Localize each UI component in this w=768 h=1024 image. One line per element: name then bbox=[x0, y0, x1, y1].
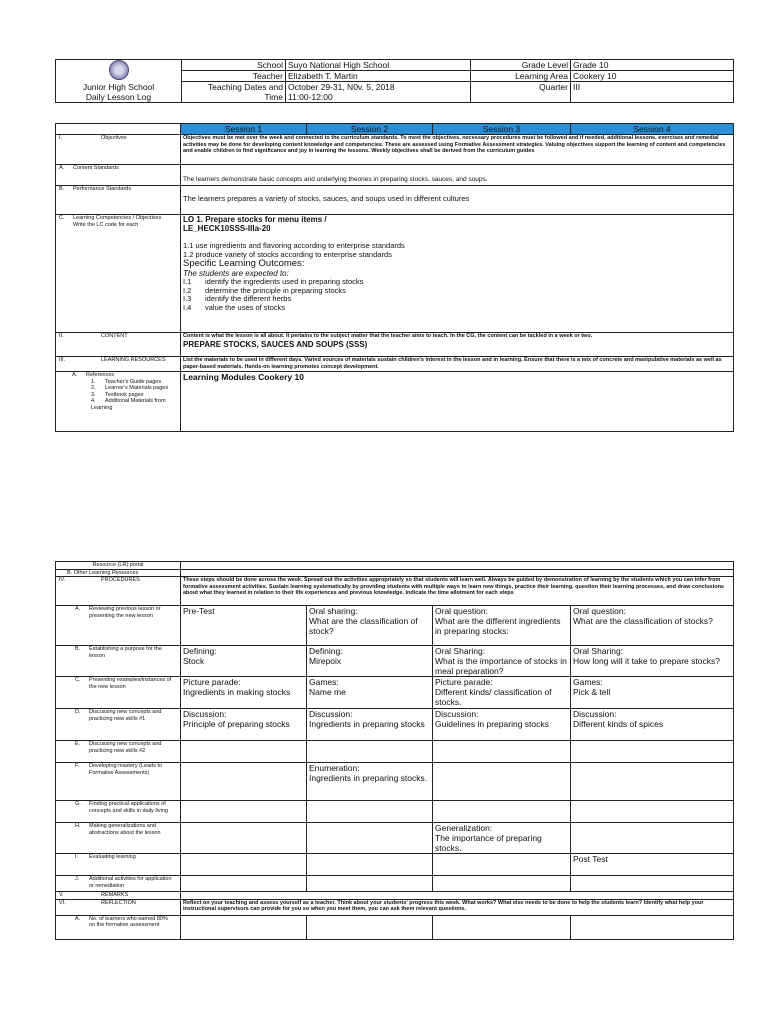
content-cell bbox=[181, 333, 734, 357]
session-2-activity bbox=[307, 741, 433, 763]
resources-text: List the materials to be used in different days. Varied sources of materials sustain children's interest in the lesson and in learning. Ensure that there is a mix of concrete and manipulative materials as well as paper-based materials. Hands-on learning promotes concept development. bbox=[181, 357, 734, 372]
slo-intro: The students are expected to: bbox=[183, 269, 289, 278]
school-logo-cell bbox=[56, 60, 182, 103]
grade-value: Grade 10 bbox=[571, 60, 734, 71]
grade-label: Grade Level bbox=[471, 60, 571, 71]
content-standards-text: The learners demonstrate basic concepts and underlying theories in preparing stocks, sauces, and soups. bbox=[183, 175, 488, 183]
content-text: PREPARE STOCKS, SAUCES AND SOUPS (SSS) bbox=[183, 339, 368, 349]
session-2-header: Session 2 bbox=[307, 124, 433, 135]
session-2-activity bbox=[307, 854, 433, 876]
session-2-activity: Games: Name me bbox=[307, 677, 433, 709]
objectives-table bbox=[55, 123, 734, 432]
procedure-step-label: E. Discussing new concepts and practicing new skills #2 bbox=[56, 741, 181, 763]
log-title: Daily Lesson Log bbox=[85, 92, 152, 102]
session-2-activity: Defining: Mirepoix bbox=[307, 646, 433, 677]
procedure-step-label: F. Developing mastery (Leads to Formative Assessments) bbox=[56, 763, 181, 801]
session-3-activity bbox=[433, 876, 571, 892]
reflection-text: Reflect on your teaching and assess yourself as a teacher. Think about your students' progress this week. What works? What else needs to be done to help the students learn? Identify what help your instructional supervisors can provide for you so when you meet them, you can ask them relevant questions. bbox=[181, 899, 734, 915]
session-2-activity bbox=[307, 823, 433, 854]
resources-label: III. LEARNING RESOURCES bbox=[56, 357, 181, 372]
session-4-header: Session 4 bbox=[571, 124, 734, 135]
session-4-activity bbox=[571, 876, 734, 892]
session-3-activity: Oral question: What are the different ingredients in preparing stocks: bbox=[433, 606, 571, 646]
procedure-row bbox=[56, 677, 734, 709]
procedure-step-label: G. Finding practical applications of concepts and skills in daily living bbox=[56, 801, 181, 823]
procedure-step-label: I. Evaluating learning bbox=[56, 854, 181, 876]
performance-standards-label: B. Performance Standards bbox=[56, 186, 181, 215]
competencies-label: C. Learning Competencies / Objectives Write the LC code for each bbox=[56, 215, 181, 333]
school-value: Suyo National High School bbox=[286, 60, 471, 71]
session-1-activity: Defining: Stock bbox=[181, 646, 307, 677]
procedure-row bbox=[56, 823, 734, 854]
lo-title: LO 1. Prepare stocks for menu items / bbox=[183, 215, 327, 224]
reflection-label: VI. REFLECTION bbox=[56, 899, 181, 915]
area-value: Cookery 10 bbox=[571, 71, 734, 82]
procedure-step-label: A. Reviewing previous lesson or presenting the new lesson bbox=[56, 606, 181, 646]
session-3-activity: Discussion: Guidelines in preparing stocks bbox=[433, 709, 571, 741]
slo-title: Specific Learning Outcomes: bbox=[183, 258, 305, 269]
school-label: School bbox=[182, 60, 286, 71]
session-1-activity bbox=[181, 823, 307, 854]
lr-portal-label: Resource (LR) portal bbox=[56, 562, 181, 570]
school-title: Junior High School bbox=[82, 82, 155, 92]
slo-item: I.2 determine the principle in preparing stocks bbox=[183, 285, 346, 295]
content-label: II. CONTENT bbox=[56, 333, 181, 357]
session-2-activity: Discussion: Ingredients in preparing stocks bbox=[307, 709, 433, 741]
procedure-row bbox=[56, 709, 734, 741]
session-1-activity bbox=[181, 801, 307, 823]
session-1-activity bbox=[181, 741, 307, 763]
session-4-activity: Post Test bbox=[571, 854, 734, 876]
performance-standards-text: The learners prepares a variety of stocks, sauces, and soups used in different cultures bbox=[183, 194, 470, 204]
competencies-content bbox=[181, 215, 734, 333]
procedure-row bbox=[56, 876, 734, 892]
dates-value: October 29-31, N0v. 5, 2018 11:00-12:00 bbox=[286, 82, 471, 103]
session-1-activity: Discussion: Principle of preparing stocks bbox=[181, 709, 307, 741]
session-2-activity bbox=[307, 876, 433, 892]
remarks-label: V. REMARKS bbox=[56, 892, 181, 900]
session-1-activity: Pre-Test bbox=[181, 606, 307, 646]
procedure-step-label: B. Establishing a purpose for the lesson bbox=[56, 646, 181, 677]
session-4-activity: Oral Sharing: How long will it take to prepare stocks? bbox=[571, 646, 734, 677]
procedure-row bbox=[56, 606, 734, 646]
quarter-value: III bbox=[571, 82, 734, 103]
procedure-step-label: H. Making generalizations and abstractions about the lesson bbox=[56, 823, 181, 854]
session-3-activity bbox=[433, 763, 571, 801]
procedure-row bbox=[56, 646, 734, 677]
session-4-activity bbox=[571, 801, 734, 823]
procedure-row bbox=[56, 801, 734, 823]
session-4-activity: Games: Pick & tell bbox=[571, 677, 734, 709]
teacher-value: Elizabeth T. Martin bbox=[286, 71, 471, 82]
session-3-activity bbox=[433, 741, 571, 763]
deped-seal-icon bbox=[109, 60, 129, 80]
procedure-row bbox=[56, 741, 734, 763]
teacher-label: Teacher bbox=[182, 71, 286, 82]
session-3-activity: Generalization: The importance of preparing stocks. bbox=[433, 823, 571, 854]
session-1-header: Session 1 bbox=[181, 124, 307, 135]
session-4-activity bbox=[571, 763, 734, 801]
objectives-text: Objectives must be met over the week and connected to the curriculum standards. To meet the objectives, necessary procedures must be followed and if needed, additional lessons, exercises and remedial activities may be done for developing content knowledge and competencies. These are assessed using Formative Assessment strategies. Valuing objectives support the learning of content and competencies and enable children to find significance and joy in learning the lessons. Weekly objectives shall be derived from the curriculum guides bbox=[181, 135, 734, 165]
session-3-activity bbox=[433, 801, 571, 823]
objectives-label: I. Objectives bbox=[56, 135, 181, 165]
procedures-table bbox=[55, 561, 734, 940]
session-1-activity: Picture parade: Ingredients in making stocks bbox=[181, 677, 307, 709]
content-note: Content is what the lesson is all about. It pertains to the subject matter that the teacher aims to teach. In the CG, the content can be tackled in a week or two. bbox=[183, 333, 593, 339]
session-3-header: Session 3 bbox=[433, 124, 571, 135]
session-1-activity bbox=[181, 854, 307, 876]
procedure-row bbox=[56, 854, 734, 876]
procedure-step-label: D. Discussing new concepts and practicing new skills #1 bbox=[56, 709, 181, 741]
session-3-activity: Picture parade: Different kinds/ classification of stocks. bbox=[433, 677, 571, 709]
formative-assessment-label: A. No. of learners who earned 80% on the formative assessment bbox=[56, 915, 181, 939]
area-label: Learning Area bbox=[471, 71, 571, 82]
session-2-activity bbox=[307, 801, 433, 823]
dates-label: Teaching Dates and Time bbox=[182, 82, 286, 103]
procedures-text: These steps should be done across the week. Spread out the activities appropriately so that students will learn well. Always be guided by demonstration of learning by the students which you can infer from formative assessment activities. Sustain learning systematically by providing students with multiple ways to learn new things, practice their learning, question their learning processes, and draw conclusions about what they learned in relation to their life experiences and previous knowledge. Indicate the time allotment for each steps bbox=[181, 577, 734, 606]
slo-item: I.4 value the uses of stocks bbox=[183, 302, 286, 312]
quarter-label: Quarter bbox=[471, 82, 571, 103]
session-1-activity bbox=[181, 763, 307, 801]
competency-item: 1.2 produce variety of stocks according to enterprise standards bbox=[183, 250, 392, 259]
slo-item: I.1 identify the ingredients used in preparing stocks bbox=[183, 277, 364, 286]
slo-item: I.3 identify the different herbs bbox=[183, 294, 292, 303]
session-4-activity: Discussion: Different kinds of spices bbox=[571, 709, 734, 741]
session-4-activity: Oral question: What are the classification of stocks? bbox=[571, 606, 734, 646]
references-value: Learning Modules Cookery 10 bbox=[183, 372, 304, 382]
procedures-label: IV. PROCEDURES bbox=[56, 577, 181, 606]
session-2-activity: Enumeration: Ingredients in preparing stocks. bbox=[307, 763, 433, 801]
header-table bbox=[55, 59, 734, 103]
session-4-activity bbox=[571, 741, 734, 763]
session-3-activity bbox=[433, 854, 571, 876]
session-2-activity: Oral sharing: What are the classification of stock? bbox=[307, 606, 433, 646]
competency-item: 1.1 use ingredients and flavoring according to enterprise standards bbox=[183, 241, 405, 250]
session-4-activity bbox=[571, 823, 734, 854]
session-corner bbox=[56, 124, 181, 135]
content-standards-label: A. Content Standards bbox=[56, 165, 181, 186]
session-1-activity bbox=[181, 876, 307, 892]
other-resources-label: B. Other Learning Resources bbox=[56, 569, 181, 577]
session-3-activity: Oral Sharing: What is the importance of stocks in meal preparation? bbox=[433, 646, 571, 677]
lo-code: LE_HECK10SSS-IIIa-20 bbox=[183, 224, 271, 233]
procedure-step-label: C. Presenting examples/instances of the new lesson bbox=[56, 677, 181, 709]
references-label: A. References 1. Teacher's Guide pages 2. Learner's Materials pages 3. Textbook pages 4. Additional Materials from Learning bbox=[56, 372, 181, 432]
procedure-step-label: J. Additional activities for application or remediation bbox=[56, 876, 181, 892]
procedure-row bbox=[56, 763, 734, 801]
